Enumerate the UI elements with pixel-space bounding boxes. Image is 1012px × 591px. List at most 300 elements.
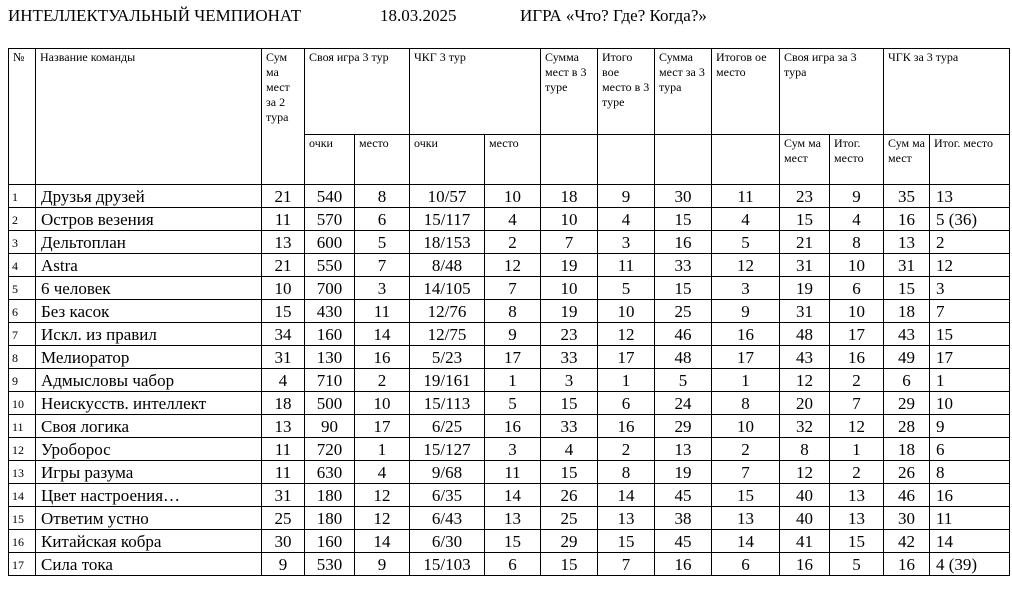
cell-team-name: Игры разума: [36, 461, 262, 484]
cell-chgk-itog: 7: [930, 300, 1010, 323]
cell-total-place: 15: [712, 484, 780, 507]
cell-row-number: 14: [9, 484, 36, 507]
cell-chkg-place: 10: [485, 185, 541, 208]
col-header-team: Название команды: [36, 49, 262, 185]
cell-team-name: Цвет настроения…: [36, 484, 262, 507]
subheader-empty: [598, 135, 655, 185]
cell-chgk-sum: 43: [884, 323, 930, 346]
cell-total-round3: 4: [598, 208, 655, 231]
subheader-svoya-sum: Сум ма мест: [780, 135, 830, 185]
cell-total-place: 12: [712, 254, 780, 277]
subheader-empty: [655, 135, 712, 185]
cell-total-round3: 6: [598, 392, 655, 415]
cell-svoya-points: 430: [305, 300, 355, 323]
cell-total-round3: 7: [598, 553, 655, 576]
cell-chgk-sum: 46: [884, 484, 930, 507]
cell-sum-round3: 10: [541, 277, 598, 300]
cell-total-place: 13: [712, 507, 780, 530]
cell-sum-2-rounds: 25: [262, 507, 305, 530]
cell-svoya-points: 570: [305, 208, 355, 231]
cell-svoya-points: 630: [305, 461, 355, 484]
cell-svoya-place: 16: [355, 346, 410, 369]
cell-total-place: 6: [712, 553, 780, 576]
cell-chgk-sum: 28: [884, 415, 930, 438]
cell-sum-all: 38: [655, 507, 712, 530]
cell-team-name: Своя логика: [36, 415, 262, 438]
cell-sum-2-rounds: 4: [262, 369, 305, 392]
cell-svoya-sum: 23: [780, 185, 830, 208]
cell-total-round3: 11: [598, 254, 655, 277]
cell-row-number: 16: [9, 530, 36, 553]
cell-team-name: Без касок: [36, 300, 262, 323]
cell-svoya-points: 550: [305, 254, 355, 277]
cell-chkg-points: 10/57: [410, 185, 485, 208]
cell-svoya-points: 540: [305, 185, 355, 208]
cell-svoya-sum: 20: [780, 392, 830, 415]
cell-chgk-sum: 18: [884, 438, 930, 461]
cell-total-round3: 1: [598, 369, 655, 392]
cell-chgk-itog: 16: [930, 484, 1010, 507]
cell-chkg-place: 3: [485, 438, 541, 461]
cell-sum-2-rounds: 21: [262, 185, 305, 208]
cell-team-name: Китайская кобра: [36, 530, 262, 553]
header-row-main: [9, 49, 1010, 135]
table-row: [9, 231, 1010, 254]
cell-row-number: 13: [9, 461, 36, 484]
cell-team-name: Сила тока: [36, 553, 262, 576]
table-row: [9, 185, 1010, 208]
cell-sum-all: 13: [655, 438, 712, 461]
subheader-chkg-place: место: [485, 135, 541, 185]
cell-chkg-points: 15/103: [410, 553, 485, 576]
cell-sum-2-rounds: 31: [262, 484, 305, 507]
cell-chkg-place: 14: [485, 484, 541, 507]
cell-chgk-itog: 1: [930, 369, 1010, 392]
cell-sum-2-rounds: 11: [262, 461, 305, 484]
cell-chgk-sum: 49: [884, 346, 930, 369]
cell-svoya-place: 5: [355, 231, 410, 254]
cell-row-number: 12: [9, 438, 36, 461]
cell-total-place: 7: [712, 461, 780, 484]
table-row: [9, 254, 1010, 277]
cell-svoya-itog: 17: [830, 323, 884, 346]
cell-chkg-points: 18/153: [410, 231, 485, 254]
cell-chkg-points: 6/35: [410, 484, 485, 507]
cell-svoya-points: 600: [305, 231, 355, 254]
cell-svoya-itog: 12: [830, 415, 884, 438]
cell-chgk-itog: 11: [930, 507, 1010, 530]
col-header-chgk-total: ЧГК за 3 тура: [884, 49, 1010, 135]
cell-row-number: 10: [9, 392, 36, 415]
cell-total-place: 10: [712, 415, 780, 438]
cell-svoya-place: 10: [355, 392, 410, 415]
cell-chkg-points: 6/43: [410, 507, 485, 530]
cell-svoya-place: 8: [355, 185, 410, 208]
cell-sum-2-rounds: 10: [262, 277, 305, 300]
cell-sum-round3: 15: [541, 553, 598, 576]
cell-chkg-place: 4: [485, 208, 541, 231]
cell-sum-all: 29: [655, 415, 712, 438]
cell-chgk-sum: 16: [884, 208, 930, 231]
cell-svoya-place: 14: [355, 323, 410, 346]
cell-sum-all: 16: [655, 231, 712, 254]
cell-chkg-place: 13: [485, 507, 541, 530]
subheader-chgk-sum: Сум ма мест: [884, 135, 930, 185]
cell-chkg-place: 17: [485, 346, 541, 369]
cell-total-round3: 10: [598, 300, 655, 323]
cell-total-round3: 16: [598, 415, 655, 438]
cell-total-place: 1: [712, 369, 780, 392]
cell-chkg-points: 15/113: [410, 392, 485, 415]
cell-svoya-place: 1: [355, 438, 410, 461]
cell-team-name: Адмысловы чабор: [36, 369, 262, 392]
cell-total-place: 5: [712, 231, 780, 254]
cell-svoya-place: 11: [355, 300, 410, 323]
cell-sum-all: 25: [655, 300, 712, 323]
cell-total-round3: 8: [598, 461, 655, 484]
cell-svoya-itog: 10: [830, 254, 884, 277]
cell-sum-all: 16: [655, 553, 712, 576]
cell-chkg-place: 6: [485, 553, 541, 576]
cell-row-number: 2: [9, 208, 36, 231]
table-row: [9, 346, 1010, 369]
cell-sum-round3: 33: [541, 415, 598, 438]
cell-chkg-points: 5/23: [410, 346, 485, 369]
cell-sum-all: 15: [655, 277, 712, 300]
cell-sum-2-rounds: 15: [262, 300, 305, 323]
table-row: [9, 484, 1010, 507]
cell-chgk-itog: 13: [930, 185, 1010, 208]
cell-total-round3: 14: [598, 484, 655, 507]
cell-svoya-itog: 1: [830, 438, 884, 461]
cell-svoya-points: 130: [305, 346, 355, 369]
col-header-number: №: [9, 49, 36, 185]
cell-team-name: Друзья друзей: [36, 185, 262, 208]
document-title: ИНТЕЛЛЕКТУАЛЬНЫЙ ЧЕМПИОНАТ: [8, 6, 302, 25]
cell-sum-all: 30: [655, 185, 712, 208]
results-table: [8, 48, 1010, 576]
col-header-svoya-total: Своя игра за 3 тура: [780, 49, 884, 135]
cell-sum-round3: 19: [541, 254, 598, 277]
cell-svoya-itog: 13: [830, 507, 884, 530]
cell-sum-round3: 25: [541, 507, 598, 530]
cell-chkg-place: 12: [485, 254, 541, 277]
cell-total-place: 9: [712, 300, 780, 323]
cell-chgk-sum: 29: [884, 392, 930, 415]
cell-sum-all: 45: [655, 484, 712, 507]
cell-chkg-place: 8: [485, 300, 541, 323]
cell-chgk-itog: 3: [930, 277, 1010, 300]
subheader-chkg-points: очки: [410, 135, 485, 185]
cell-sum-round3: 7: [541, 231, 598, 254]
table-row: [9, 300, 1010, 323]
cell-total-round3: 9: [598, 185, 655, 208]
cell-chkg-place: 16: [485, 415, 541, 438]
cell-svoya-points: 700: [305, 277, 355, 300]
cell-sum-round3: 15: [541, 461, 598, 484]
cell-sum-all: 48: [655, 346, 712, 369]
cell-sum-all: 46: [655, 323, 712, 346]
cell-sum-2-rounds: 34: [262, 323, 305, 346]
cell-svoya-place: 2: [355, 369, 410, 392]
cell-total-round3: 15: [598, 530, 655, 553]
cell-chgk-itog: 6: [930, 438, 1010, 461]
cell-row-number: 6: [9, 300, 36, 323]
cell-sum-round3: 29: [541, 530, 598, 553]
cell-chkg-points: 6/30: [410, 530, 485, 553]
col-header-sum-round3: Сумма мест в 3 туре: [541, 49, 598, 135]
cell-chgk-sum: 26: [884, 461, 930, 484]
cell-sum-2-rounds: 11: [262, 438, 305, 461]
cell-row-number: 5: [9, 277, 36, 300]
cell-total-place: 14: [712, 530, 780, 553]
subheader-svoya-place: место: [355, 135, 410, 185]
cell-sum-2-rounds: 21: [262, 254, 305, 277]
table-row: [9, 415, 1010, 438]
cell-total-place: 16: [712, 323, 780, 346]
cell-sum-2-rounds: 13: [262, 231, 305, 254]
cell-svoya-sum: 21: [780, 231, 830, 254]
cell-row-number: 7: [9, 323, 36, 346]
cell-svoya-itog: 2: [830, 369, 884, 392]
cell-team-name: Дельтоплан: [36, 231, 262, 254]
cell-team-name: Astra: [36, 254, 262, 277]
cell-chkg-points: 14/105: [410, 277, 485, 300]
cell-row-number: 17: [9, 553, 36, 576]
cell-chgk-sum: 35: [884, 185, 930, 208]
cell-svoya-sum: 40: [780, 484, 830, 507]
cell-svoya-place: 7: [355, 254, 410, 277]
cell-svoya-sum: 15: [780, 208, 830, 231]
cell-svoya-points: 500: [305, 392, 355, 415]
cell-chgk-sum: 30: [884, 507, 930, 530]
table-row: [9, 392, 1010, 415]
cell-svoya-itog: 4: [830, 208, 884, 231]
table-row: [9, 277, 1010, 300]
cell-svoya-place: 9: [355, 553, 410, 576]
cell-svoya-place: 12: [355, 507, 410, 530]
cell-svoya-place: 12: [355, 484, 410, 507]
cell-chgk-sum: 31: [884, 254, 930, 277]
cell-total-round3: 5: [598, 277, 655, 300]
cell-svoya-sum: 31: [780, 300, 830, 323]
cell-svoya-itog: 13: [830, 484, 884, 507]
cell-sum-2-rounds: 31: [262, 346, 305, 369]
cell-svoya-itog: 2: [830, 461, 884, 484]
cell-svoya-place: 4: [355, 461, 410, 484]
cell-sum-all: 45: [655, 530, 712, 553]
cell-svoya-sum: 31: [780, 254, 830, 277]
col-header-total-round3: Итого вое место в 3 туре: [598, 49, 655, 135]
cell-svoya-points: 720: [305, 438, 355, 461]
cell-chkg-points: 9/68: [410, 461, 485, 484]
cell-chkg-place: 15: [485, 530, 541, 553]
cell-chkg-place: 1: [485, 369, 541, 392]
cell-total-round3: 3: [598, 231, 655, 254]
cell-row-number: 15: [9, 507, 36, 530]
cell-sum-all: 5: [655, 369, 712, 392]
cell-svoya-itog: 5: [830, 553, 884, 576]
cell-svoya-points: 530: [305, 553, 355, 576]
cell-svoya-points: 180: [305, 484, 355, 507]
cell-svoya-sum: 8: [780, 438, 830, 461]
cell-chkg-place: 2: [485, 231, 541, 254]
cell-chkg-points: 12/75: [410, 323, 485, 346]
cell-svoya-sum: 40: [780, 507, 830, 530]
col-header-chkg-round3: ЧКГ 3 тур: [410, 49, 541, 135]
cell-team-name: Искл. из правил: [36, 323, 262, 346]
subheader-svoya-itog: Итог. место: [830, 135, 884, 185]
cell-sum-round3: 4: [541, 438, 598, 461]
cell-svoya-itog: 10: [830, 300, 884, 323]
cell-sum-round3: 18: [541, 185, 598, 208]
cell-sum-round3: 33: [541, 346, 598, 369]
table-row: [9, 323, 1010, 346]
cell-sum-2-rounds: 18: [262, 392, 305, 415]
cell-chgk-sum: 15: [884, 277, 930, 300]
cell-team-name: 6 человек: [36, 277, 262, 300]
table-row: [9, 553, 1010, 576]
cell-svoya-place: 6: [355, 208, 410, 231]
cell-svoya-sum: 43: [780, 346, 830, 369]
cell-sum-all: 15: [655, 208, 712, 231]
col-header-total-place: Итогов ое место: [712, 49, 780, 135]
cell-svoya-points: 180: [305, 507, 355, 530]
cell-row-number: 1: [9, 185, 36, 208]
cell-svoya-place: 17: [355, 415, 410, 438]
cell-chgk-sum: 6: [884, 369, 930, 392]
subheader-chgk-itog: Итог. место: [930, 135, 1010, 185]
cell-svoya-points: 160: [305, 323, 355, 346]
table-row: [9, 208, 1010, 231]
cell-sum-all: 19: [655, 461, 712, 484]
cell-chgk-sum: 18: [884, 300, 930, 323]
col-header-sum-all: Сумма мест за 3 тура: [655, 49, 712, 135]
cell-chgk-itog: 4 (39): [930, 553, 1010, 576]
cell-chgk-itog: 12: [930, 254, 1010, 277]
cell-svoya-points: 710: [305, 369, 355, 392]
subheader-empty: [541, 135, 598, 185]
cell-chgk-itog: 14: [930, 530, 1010, 553]
cell-chgk-itog: 15: [930, 323, 1010, 346]
cell-total-place: 11: [712, 185, 780, 208]
cell-row-number: 9: [9, 369, 36, 392]
cell-svoya-itog: 6: [830, 277, 884, 300]
cell-chgk-itog: 8: [930, 461, 1010, 484]
cell-team-name: Уроборос: [36, 438, 262, 461]
cell-chgk-itog: 9: [930, 415, 1010, 438]
cell-svoya-points: 90: [305, 415, 355, 438]
cell-chkg-points: 8/48: [410, 254, 485, 277]
cell-svoya-sum: 32: [780, 415, 830, 438]
cell-sum-round3: 15: [541, 392, 598, 415]
cell-chgk-itog: 5 (36): [930, 208, 1010, 231]
cell-svoya-sum: 48: [780, 323, 830, 346]
cell-chkg-place: 9: [485, 323, 541, 346]
cell-chkg-points: 6/25: [410, 415, 485, 438]
cell-sum-all: 24: [655, 392, 712, 415]
cell-svoya-itog: 9: [830, 185, 884, 208]
table-row: [9, 438, 1010, 461]
cell-chkg-points: 12/76: [410, 300, 485, 323]
cell-svoya-sum: 12: [780, 461, 830, 484]
cell-total-place: 17: [712, 346, 780, 369]
cell-total-place: 2: [712, 438, 780, 461]
cell-svoya-sum: 19: [780, 277, 830, 300]
cell-row-number: 11: [9, 415, 36, 438]
cell-total-place: 3: [712, 277, 780, 300]
col-header-sum-2-rounds: Сум ма мест за 2 тура: [262, 49, 305, 185]
cell-sum-2-rounds: 9: [262, 553, 305, 576]
cell-chgk-itog: 17: [930, 346, 1010, 369]
cell-row-number: 3: [9, 231, 36, 254]
cell-sum-round3: 26: [541, 484, 598, 507]
cell-total-round3: 12: [598, 323, 655, 346]
cell-chgk-sum: 13: [884, 231, 930, 254]
cell-svoya-sum: 41: [780, 530, 830, 553]
cell-team-name: Неискусств. интеллект: [36, 392, 262, 415]
cell-team-name: Ответим устно: [36, 507, 262, 530]
cell-svoya-itog: 8: [830, 231, 884, 254]
cell-chkg-points: 15/127: [410, 438, 485, 461]
cell-chkg-points: 15/117: [410, 208, 485, 231]
cell-svoya-place: 14: [355, 530, 410, 553]
cell-chkg-place: 7: [485, 277, 541, 300]
subheader-svoya-points: очки: [305, 135, 355, 185]
subheader-empty: [712, 135, 780, 185]
cell-sum-round3: 19: [541, 300, 598, 323]
cell-chgk-sum: 42: [884, 530, 930, 553]
cell-svoya-itog: 7: [830, 392, 884, 415]
table-row: [9, 461, 1010, 484]
cell-row-number: 8: [9, 346, 36, 369]
cell-chgk-sum: 16: [884, 553, 930, 576]
cell-sum-2-rounds: 11: [262, 208, 305, 231]
cell-sum-round3: 10: [541, 208, 598, 231]
table-row: [9, 369, 1010, 392]
cell-sum-all: 33: [655, 254, 712, 277]
cell-svoya-itog: 15: [830, 530, 884, 553]
table-row: [9, 530, 1010, 553]
cell-sum-round3: 3: [541, 369, 598, 392]
cell-chkg-place: 5: [485, 392, 541, 415]
document-date: 18.03.2025: [380, 6, 457, 25]
cell-total-round3: 2: [598, 438, 655, 461]
cell-svoya-points: 160: [305, 530, 355, 553]
cell-chgk-itog: 10: [930, 392, 1010, 415]
game-name: ИГРА «Что? Где? Когда?»: [520, 6, 707, 25]
cell-svoya-sum: 12: [780, 369, 830, 392]
cell-total-round3: 17: [598, 346, 655, 369]
cell-total-round3: 13: [598, 507, 655, 530]
cell-chkg-points: 19/161: [410, 369, 485, 392]
cell-total-place: 4: [712, 208, 780, 231]
cell-sum-round3: 23: [541, 323, 598, 346]
cell-svoya-place: 3: [355, 277, 410, 300]
cell-team-name: Мелиоратор: [36, 346, 262, 369]
col-header-svoya-round3: Своя игра 3 тур: [305, 49, 410, 135]
cell-sum-2-rounds: 30: [262, 530, 305, 553]
cell-chgk-itog: 2: [930, 231, 1010, 254]
cell-total-place: 8: [712, 392, 780, 415]
cell-svoya-itog: 16: [830, 346, 884, 369]
cell-sum-2-rounds: 13: [262, 415, 305, 438]
cell-team-name: Остров везения: [36, 208, 262, 231]
cell-chkg-place: 11: [485, 461, 541, 484]
cell-row-number: 4: [9, 254, 36, 277]
cell-svoya-sum: 16: [780, 553, 830, 576]
table-row: [9, 507, 1010, 530]
